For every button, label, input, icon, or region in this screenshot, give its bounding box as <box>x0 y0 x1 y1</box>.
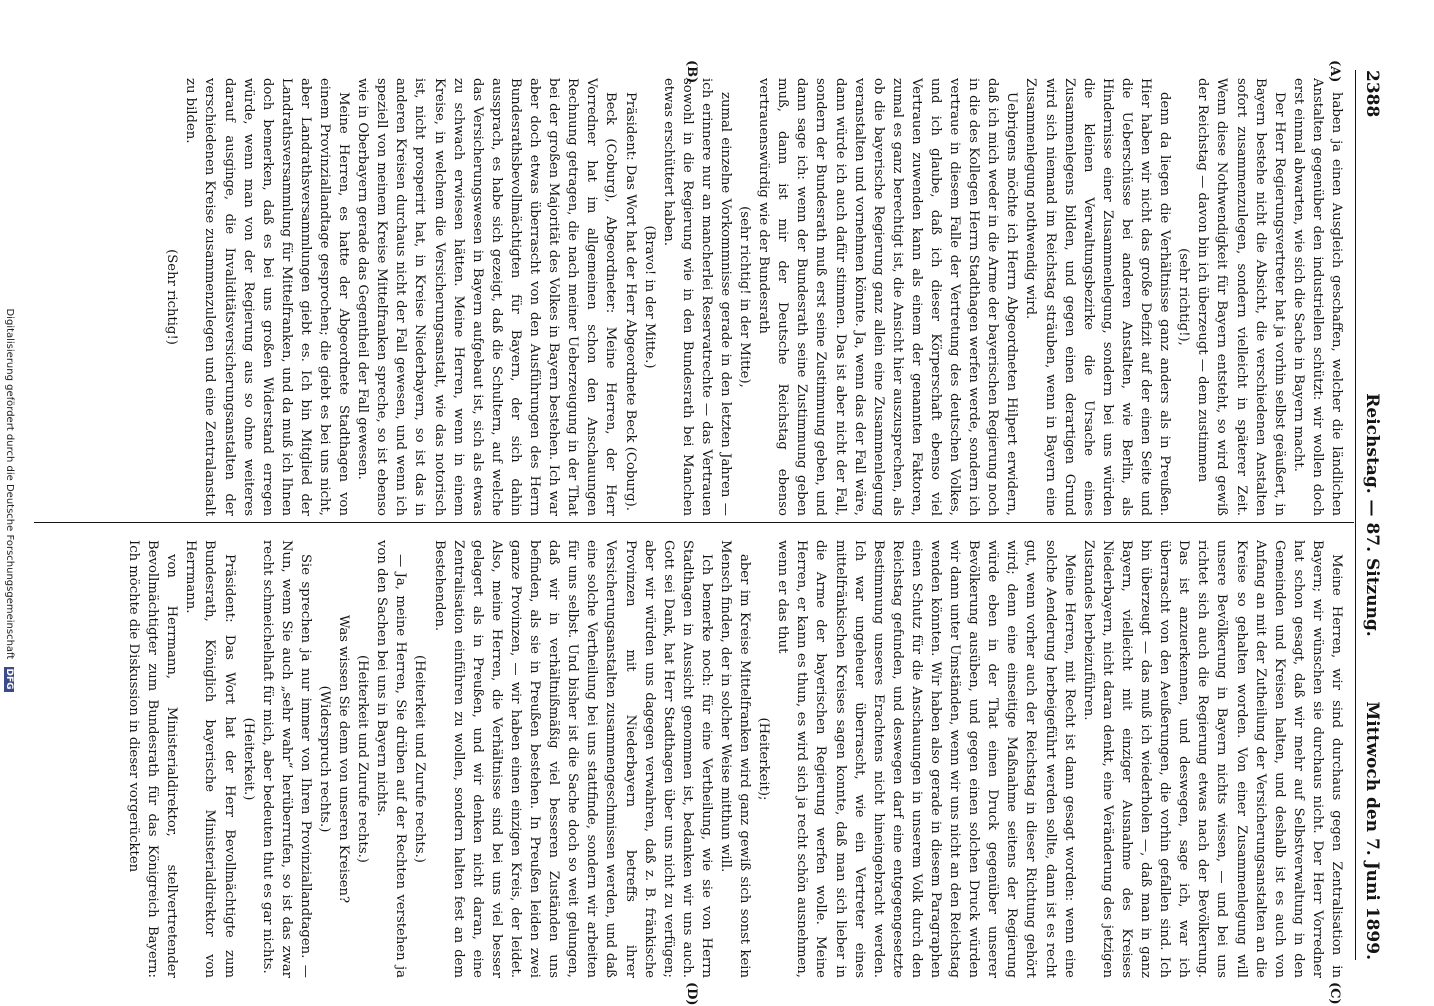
column-divider <box>34 522 1354 523</box>
page-number: 2388 <box>1362 70 1382 118</box>
margin-mark-a: (A) <box>1327 60 1342 83</box>
interjection: (sehr richtig!), <box>1176 248 1192 346</box>
interjection: (Sehr richtig!) <box>164 249 180 345</box>
interjection: (Heiterkeit und Zurufe rechts.) <box>355 655 371 863</box>
session-title: Reichstag. — 87. Sitzung. <box>1362 393 1382 637</box>
funding-text: Digitalisierung gefördert durch die Deutsche Forschungsgemeinschaft <box>4 308 15 660</box>
session-date: Mittwoch den 7. Juni 1899. <box>1362 701 1382 960</box>
interjection: (sehr richtig! in der Mitte), <box>737 206 753 388</box>
paragraph: Ich bemerke noch: für eine Vertheilung, wie sie von Herrn Stadthagen in Aussicht genommen ist, bedanken wir uns auch. Gott sei Dank, hat Herr Stadthagen über uns nicht zu verfügen; aber wir würden uns dagegen verwahren, daß z. B. fränkische Provinzen mit Niederbayern betreffs ihrer Versicherungsanstalten zusammengeschmissen werden, und daß eine solche Vertheilung bei uns stattfinde, sondern wir arbeiten für uns selbst. Und bisher ist die Sache doch so weit gelungen, daß wir in verhältnißmäßig viel besseren Zuständen uns befinden, als sie in Preußen bestehen. In Preußen leiden zwei ganze Provinzen, — wir haben einen einzigen Kreis, der leidet. Also, meine Herren, die Verhältnisse sind bei uns viel besser gelagert als in Preußen, und wir denken nicht daran, eine Zentralisation einführen zu wollen, sondern halten fest an dem Bestehenden. <box>431 540 714 978</box>
page-header <box>1358 70 1382 960</box>
interjection: (Widerspruch rechts.) <box>317 685 333 833</box>
paragraph: Meine Herren, es hatte der Abgeordnete Stadthagen von einem Provinziallandtage gesprochen; die giebt es bei uns nicht, aber Landrathsversammlungen giebt es. Ich bin Mitglied der Landrathsversammlung für Mittelfranken, und da muß ich Ihnen doch bemerken, daß es bei uns großen Widerstand erregen würde, wenn man von der Regierung aus so ohne weiteres darauf ausginge, die Invaliditätsversicherungsanstalten der verschiedenen Kreise zusammenzulegen und eine Zentralanstalt zu bilden. <box>183 78 352 516</box>
margin-mark-d: (D) <box>684 982 699 1006</box>
paragraph: denn da liegen die Verhältnisse ganz anders als in Preußen. Hier haben wir nicht das große Defizit auf der einen Seite und die Ueberschüsse bei anderen Anstalten, wie Berlin, als Hindernisse einer Zusammenlegung, sondern bei uns würden die kleinen Verwaltungsbezirke die Ursache eines Zusammenlegens bilden, und gegen einen derartigen Grund wird sich niemand im Reichstag sträuben, wenn in Bayern eine Zusammenlegung nothwendig wird. <box>1023 78 1173 516</box>
header-rule <box>1355 70 1356 960</box>
paragraph: Sie sprechen ja nur immer von Ihren Provinziallandtagen. — Nun, wenn Sie auch „sehr wahr“ herüberrufen, so ist das zwar recht schmeichelhaft für mich, aber bedeuten thut es gar nichts. <box>259 540 313 978</box>
margin-mark-c: (C) <box>1327 982 1342 1005</box>
paragraph: zumal einzelne Vorkommnisse gerade in den letzten Jahren — ich erinnere nur an mancherlei Reservatrechte — das Vertrauen sowohl in die Regierung wie in den Bundesrath bei Manchen etwas erschüttert haben. <box>660 78 733 516</box>
paragraph: Der Herr Regierungsvertreter hat ja vorhin selbst geäußert, in Bayern bestehe nicht die Absicht, die verschiedenen Anstalten sofort zusammenzulegen, sondern vielleicht in späterer Zeit. Wenn diese Nothwendigkeit für Bayern entsteht, so wird gewiß der Reichstag — davon bin ich überzeugt — dem zustimmen <box>1195 78 1287 516</box>
interjection: (Heiterkeit); <box>756 717 772 801</box>
speaker-paragraph: Präsident: Das Wort hat der Herr Abgeordnete Beck (Coburg). <box>622 92 638 511</box>
interjection: (Bravo! in der Mitte.) <box>641 225 657 369</box>
paragraph: Was wissen Sie denn von unseren Kreisen? <box>336 614 352 904</box>
margin-mark-b: (B) <box>684 60 699 84</box>
paragraph: Uebrigens möchte ich Herrn Abgeordneten Hilpert erwidern, daß ich mich weder in die Arme der bayerischen Regierung noch in die des Kollegen Herrn Stadthagen werfen werde, sondern ich vertraue in diesem Falle der Vertretung des deutschen Volkes, und ich glaube, daß ich dieser Körperschaft ebenso viel Vertrauen zuwenden kann als einem der genannten Faktoren, zumal es ganz berechtigt ist, die Ansicht hier auszusprechen, als ob die bayerische Regierung ganz allein eine Zusammenlegung veranstalten und vornehmen könnte. Ja, wenn das der Fall wäre, dann würde ich auch dafür stimmen. Das ist aber nicht der Fall, sondern der Bundesrath muß erst seine Zustimmung geben, und dann sage ich: wenn der Bundesrath seine Zustimmung geben muß, dann ist mir der Deutsche Reichstag ebenso vertrauenswürdig wie der Bundesrath <box>756 78 1020 516</box>
paragraph: haben ja einen Ausgleich geschaffen, welcher die ländlichen Anstalten gegenüber den industriellen schützt: wir wollen doch erst einmal abwarten, wie sich die Sache in Bayern macht. <box>1290 78 1344 516</box>
paragraph: Meine Herren, wir sind durchaus gegen Zentralisation in Bayern; wir wünschen sie durchaus nicht. Der Herr Vorredner hat schon gesagt, daß wir mehr auf Selbstverwaltung in den Gemeinden und Kreisen halten, und deshalb ist es auch von Anfang an mit der Zutheilung der Versicherungsanstalten an die Kreise so gehalten worden. Von einer Zusammenlegung will unsere Bevölkerung in Bayern nichts wissen, — und bei uns richtet sich auch die Regierung etwas nach der Bevölkerung. Das ist anzuerkennen, und deswegen, sage ich, war ich überrascht von den Aeußerungen, die vorhin gefallen sind. Ich bin überzeugt — das muß ich wiederholen —, daß man in ganz Bayern, vielleicht mit einziger Ausnahme des Kreises Niederbayern, nicht daran denkt, eine Veränderung des jetzigen Zustandes herbeizuführen. <box>1080 540 1344 978</box>
right-text-column <box>41 540 1346 978</box>
dfg-logo: DFG <box>4 668 14 690</box>
paragraph: aber im Kreise Mittelfranken wird ganz gewiß sich sonst kein Mensch finden, der in solcher Weise mitthun will. <box>718 540 753 978</box>
interjection: (Heiterkeit und Zurufe rechts.) <box>412 655 428 863</box>
left-text-column <box>41 78 1346 516</box>
speaker-paragraph: Beck (Coburg), Abgeordneter: Meine Herren, der Herr Vorredner hat im allgemeinen schon den Anschauungen Rechnung getragen, die nach meiner Ueberzeugung in der That bei der großen Majorität des Volkes in Bayern bestehen. Ich war aber doch etwas überrascht von den Ausführungen des Herrn Bundesrathsbevollmächtigten für Bayern, der sich dahin aussprach, es habe sich gezeigt, daß die Schultern, auf welche das Versicherungswesen in Bayern aufgebaut ist, sich als etwas zu schwach erwiesen hätten. Meine Herren, wenn in einem Kreise, in welchem die Versicherungsanstalt, wie das notorisch ist, nicht prosperirt hat, in Kreise Niederbayern, so ist das in anderen Kreisen durchaus nicht der Fall gewesen, und wenn ich speziell von meinem Kreise Mittelfranken spreche, so ist ebenso wie in Oberbayern gerade das Gegentheil der Fall gewesen. <box>355 78 619 516</box>
paragraph: Meine Herren, mit Recht ist dann gesagt worden: wenn eine solche Aenderung herbeigeführt werden sollte, dann ist es recht gut, wenn vorher auch der Reichstag in dieser Richtung gehört wird; denn eine einseitige Maßnahme seitens der Regierung würde eben in der That einen Druck gegenüber unserer Bevölkerung ausüben, und gegen einen solchen Druck würden wir dann unter Umständen, wenn wir uns nicht an den Reichstag wenden könnten. Wir haben also gerade in diesem Paragraphen einen Schutz für die Anschauungen in unserem Volk durch den Reichstag gefunden, und deswegen darf eine entgegengesetzte Bestimmung unseres Erachtens nicht hineingebracht werden. Ich war ungeheuer überrascht, wie ein Vertreter eines mittelfränkischen Kreises sagen konnte, daß man sich lieber in die Arme der bayerischen Regierung werfen wolle. Meine Herren, er kann es thun, es wird sich ja recht schön ausnehmen, wenn er das thut <box>775 540 1077 978</box>
speaker-paragraph: von Herrmann, Ministerialdirektor, stellvertretender Bevollmächtigter zum Bundesrath für das Königreich Bayern: Ich möchte die Diskussion in dieser vorgerückten <box>126 540 180 978</box>
digitization-note <box>4 0 15 1000</box>
interjection: (Heiterkeit.) <box>240 717 256 801</box>
speaker-paragraph: Präsident: Das Wort hat der Herr Bevollmächtigte zum Bundesrath, Königlich bayerische Ministerialdirektor von Herrmann. <box>183 540 237 978</box>
paragraph: — Ja, meine Herren, Sie drüben auf der Rechten verstehen ja von den Sachen bei uns in Bayern nichts. <box>374 540 409 978</box>
